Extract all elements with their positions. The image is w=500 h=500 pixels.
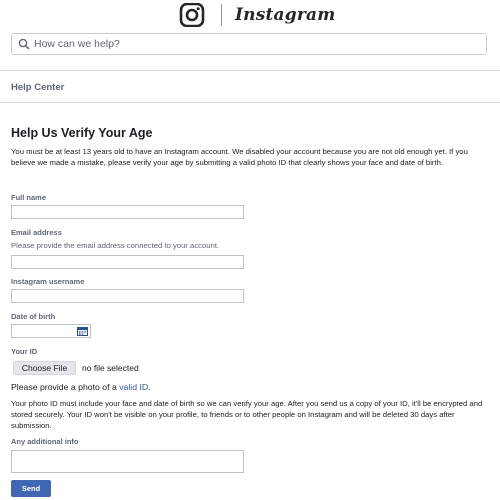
your-id-label: Your ID (11, 347, 38, 356)
calendar-icon[interactable] (77, 327, 88, 336)
search-bar[interactable] (11, 33, 487, 55)
breadcrumb-divider (0, 102, 500, 103)
send-button[interactable]: Send (11, 480, 51, 497)
provide-id-suffix: . (148, 382, 151, 392)
top-bar (0, 0, 500, 66)
username-label: Instagram username (11, 277, 85, 286)
search-input[interactable] (34, 38, 486, 50)
full-name-label: Full name (11, 193, 47, 202)
logo-divider (221, 4, 222, 26)
file-status-text: no file selected (82, 363, 139, 373)
search-icon (18, 38, 30, 50)
intro-text: You must be at least 13 years old to have an Instagram account. We disabled your account because you are not old enough yet. If you believe we made a mistake, please verify your age by submitting a valid photo ID that clearly shows your face and date of birth. (11, 147, 468, 167)
email-helper-text: Please provide the email address connected to your account. (11, 241, 220, 250)
page-title: Help Us Verify Your Age (11, 126, 153, 140)
choose-file-button[interactable]: Choose File (13, 361, 76, 375)
instagram-camera-icon (179, 3, 205, 27)
dob-label: Date of birth (11, 312, 56, 321)
username-field[interactable] (11, 289, 244, 303)
dob-date-field[interactable] (11, 324, 91, 338)
email-label: Email address (11, 228, 62, 237)
additional-info-textarea[interactable] (11, 450, 244, 473)
valid-id-link[interactable]: valid ID (119, 382, 149, 392)
email-field[interactable] (11, 255, 244, 269)
provide-id-prefix: Please provide a photo of a (11, 382, 120, 392)
header-divider (0, 70, 500, 71)
id-privacy-note: Your photo ID must include your face and date of birth so we can verify your age. After you send us a copy of your ID, it'll be encrypted and stored securely. Your ID won't be visible on your profile, to friends or to other people on Instagram and will be deleted 30 days after submission. (11, 399, 483, 430)
instagram-wordmark: Instagram (235, 5, 336, 25)
additional-info-label: Any additional info (11, 437, 79, 446)
provide-id-text (11, 382, 151, 392)
instagram-logo[interactable] (179, 3, 335, 27)
help-center-link[interactable]: Help Center (11, 82, 65, 93)
full-name-field[interactable] (11, 205, 244, 219)
